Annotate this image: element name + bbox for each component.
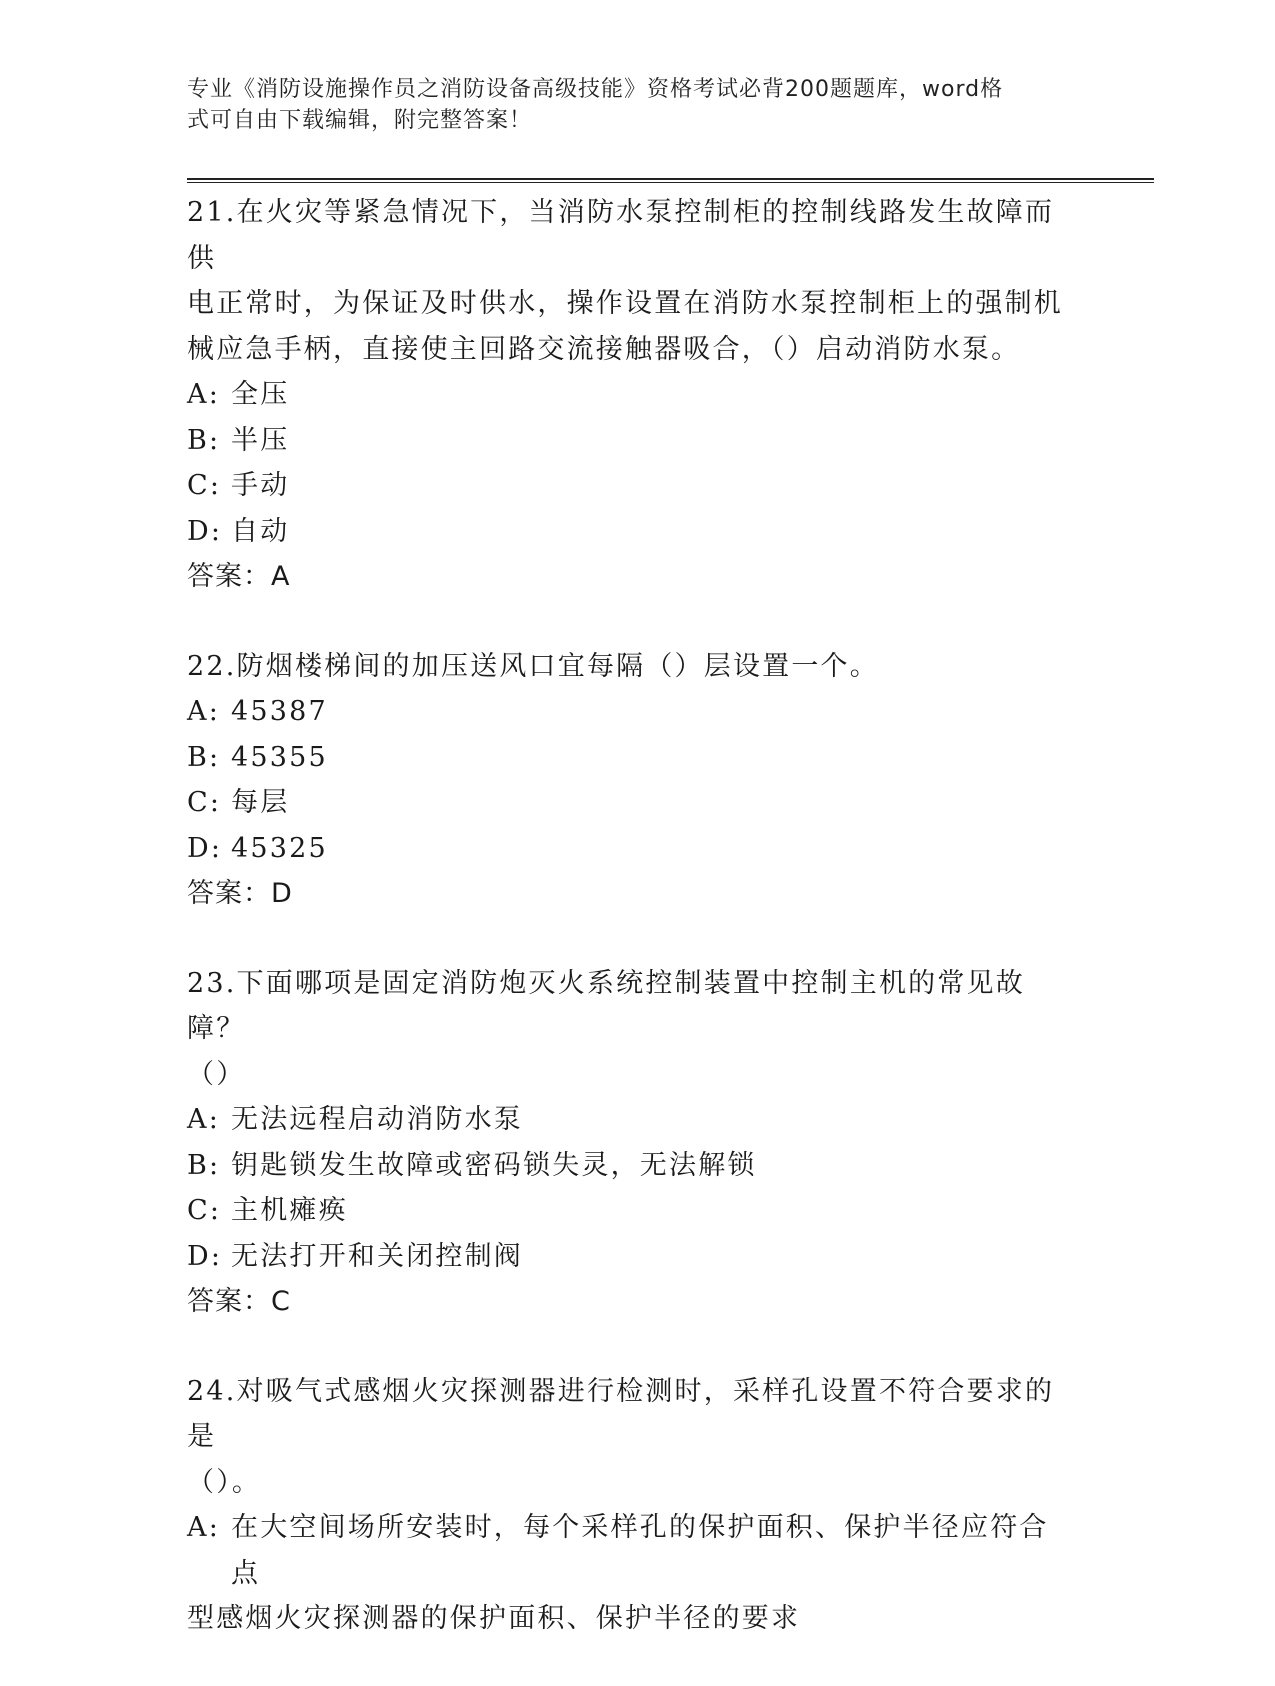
answer-label: 答案：A: [187, 561, 291, 592]
header-line-2: 式可自由下载编辑，附完整答案！: [187, 108, 533, 133]
question-list: [187, 190, 1077, 1686]
question-text: [187, 1369, 1077, 1506]
option-letter: D:: [187, 832, 223, 864]
option-line: 在大空间场所安装时，每个采样孔的保护面积、保护半径应符合点: [231, 1512, 1049, 1589]
option-d: [187, 509, 1077, 555]
question-24: [187, 1369, 1077, 1642]
document-header: [187, 74, 1067, 136]
question-line: 24.对吸气式感烟火灾探测器进行检测时，采样孔设置不符合要求的是: [187, 1375, 1055, 1452]
question-22: [187, 644, 1077, 917]
option-text: 无法远程启动消防水泵: [231, 1104, 523, 1135]
option-text: 全压: [231, 379, 290, 410]
option-text: 45387: [231, 696, 328, 727]
question-line: 电正常时，为保证及时供水，操作设置在消防水泵控制柜上的强制机: [187, 288, 1063, 319]
option-a: [187, 1505, 1077, 1596]
question-line: 23.下面哪项是固定消防炮灭火系统控制装置中控制主机的常见故障？: [187, 967, 1025, 1044]
question-21: [187, 190, 1077, 600]
option-letter: C:: [187, 787, 222, 818]
option-c: [187, 780, 1077, 826]
option-letter: B:: [187, 1149, 221, 1181]
question-text: [187, 961, 1077, 1098]
option-letter: C:: [187, 1195, 222, 1226]
question-line: （）。: [187, 1466, 262, 1498]
question-line: 22.防烟楼梯间的加压送风口宜每隔（）层设置一个。: [187, 650, 879, 682]
option-text: 钥匙锁发生故障或密码锁失灵，无法解锁: [231, 1149, 757, 1181]
option-text: 半压: [231, 424, 290, 456]
option-letter: B:: [187, 424, 221, 456]
question-23: [187, 961, 1077, 1325]
option-letter: A:: [187, 379, 220, 410]
option-continuation: 型感烟火灾探测器的保护面积、保护半径的要求: [187, 1603, 801, 1634]
option-c: [187, 463, 1077, 509]
answer-label: 答案：D: [187, 878, 293, 909]
option-b: [187, 418, 1077, 464]
option-text: 无法打开和关闭控制阀: [231, 1240, 523, 1272]
header-divider: [187, 178, 1154, 180]
option-text: 主机瘫痪: [231, 1195, 348, 1226]
option-letter: A:: [187, 696, 220, 727]
option-text: 45355: [231, 741, 328, 773]
option-b: [187, 1143, 1077, 1189]
option-letter: A:: [187, 1104, 220, 1135]
option-letter: D:: [187, 1240, 223, 1272]
option-text: 手动: [231, 470, 290, 501]
option-a: [187, 689, 1077, 735]
question-text: [187, 644, 1077, 690]
option-letter: C:: [187, 470, 222, 501]
option-text: 自动: [231, 515, 290, 547]
option-a: [187, 372, 1077, 418]
option-c: [187, 1188, 1077, 1234]
option-letter: A:: [187, 1512, 220, 1543]
option-text: 每层: [231, 787, 290, 818]
option-text: 45325: [231, 832, 328, 864]
option-text: [231, 1505, 1077, 1596]
question-line: 21.在火灾等紧急情况下，当消防水泵控制柜的控制线路发生故障而供: [187, 197, 1055, 274]
question-text: [187, 190, 1077, 372]
header-divider-thin: [187, 182, 1154, 183]
option-letter: D:: [187, 515, 223, 547]
question-line: （）: [187, 1058, 246, 1090]
answer-label: 答案：C: [187, 1286, 291, 1317]
option-letter: B:: [187, 741, 221, 773]
option-d: [187, 826, 1077, 872]
option-d: [187, 1234, 1077, 1280]
option-a: [187, 1097, 1077, 1143]
header-line-1: 专业《消防设施操作员之消防设备高级技能》资格考试必背200题题库，word格: [187, 77, 1004, 102]
option-b: [187, 735, 1077, 781]
question-line: 械应急手柄，直接使主回路交流接触器吸合，（）启动消防水泵。: [187, 333, 1021, 365]
